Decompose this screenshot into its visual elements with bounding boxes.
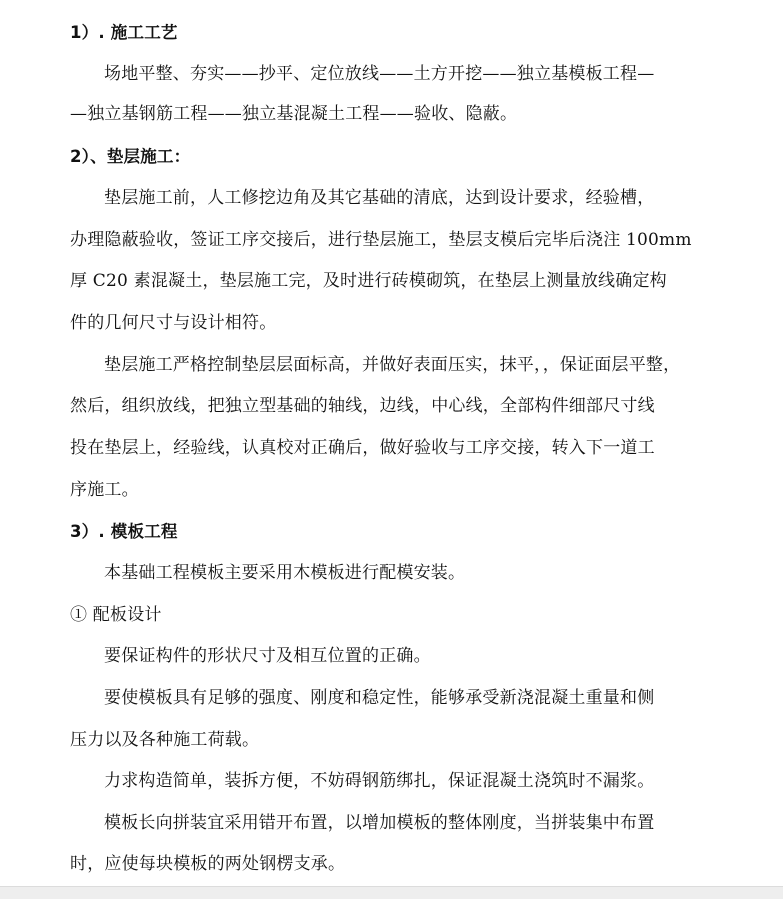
paragraph-line: 垫层施工前，人工修挖边角及其它基础的清底，达到设计要求，经验槽， — [104, 188, 655, 208]
paragraph-line: 场地平整、夯实——抄平、定位放线——土方开挖——独立基模板工程— — [104, 64, 655, 84]
paragraph-line: 力求构造简单，装拆方便，不妨碍钢筋绑扎，保证混凝土浇筑时不漏浆。 — [104, 771, 655, 791]
paragraph-line: 件的几何尺寸与设计相符。 — [70, 313, 277, 333]
paragraph-line: 本基础工程模板主要采用木模板进行配模安装。 — [104, 563, 466, 583]
paragraph-line: 要保证构件的形状尺寸及相互位置的正确。 — [104, 646, 431, 666]
paragraph-line: 要使模板具有足够的强度、刚度和稳定性，能够承受新浇混凝土重量和侧 — [104, 688, 655, 708]
paragraph-line: 时，应使每块模板的两处钢楞支承。 — [70, 854, 346, 874]
section-heading-2: 2）、垫层施工： — [70, 147, 191, 166]
paragraph-line: 垫层施工严格控制垫层层面标高，并做好表面压实，抹平，，保证面层平整， — [104, 355, 681, 375]
subheading: ① 配板设计 — [70, 605, 162, 625]
paragraph-line: 模板长向拼装宜采用错开布置，以增加模板的整体刚度，当拼装集中布置 — [104, 813, 655, 833]
section-heading-1: 1）. 施工工艺 — [70, 23, 178, 42]
paragraph-line: 然后，组织放线，把独立型基础的轴线，边线，中心线，全部构件细部尺寸线 — [70, 396, 655, 416]
paragraph-line: 序施工。 — [70, 480, 139, 500]
paragraph-line: —独立基钢筋工程——独立基混凝土工程——验收、隐蔽。 — [70, 104, 518, 124]
paragraph-line: 压力以及各种施工荷载。 — [70, 730, 260, 750]
paragraph-line: 投在垫层上，经验线，认真校对正确后，做好验收与工序交接，转入下一道工 — [70, 438, 655, 458]
paragraph-line: 厚 C20 素混凝土，垫层施工完，及时进行砖模砌筑，在垫层上测量放线确定构 — [70, 271, 667, 291]
section-heading-3: 3）. 模板工程 — [70, 522, 178, 541]
page-bottom-edge — [0, 886, 783, 899]
paragraph-line: 办理隐蔽验收，签证工序交接后，进行垫层施工，垫层支模后完毕后浇注 100mm — [70, 230, 692, 250]
